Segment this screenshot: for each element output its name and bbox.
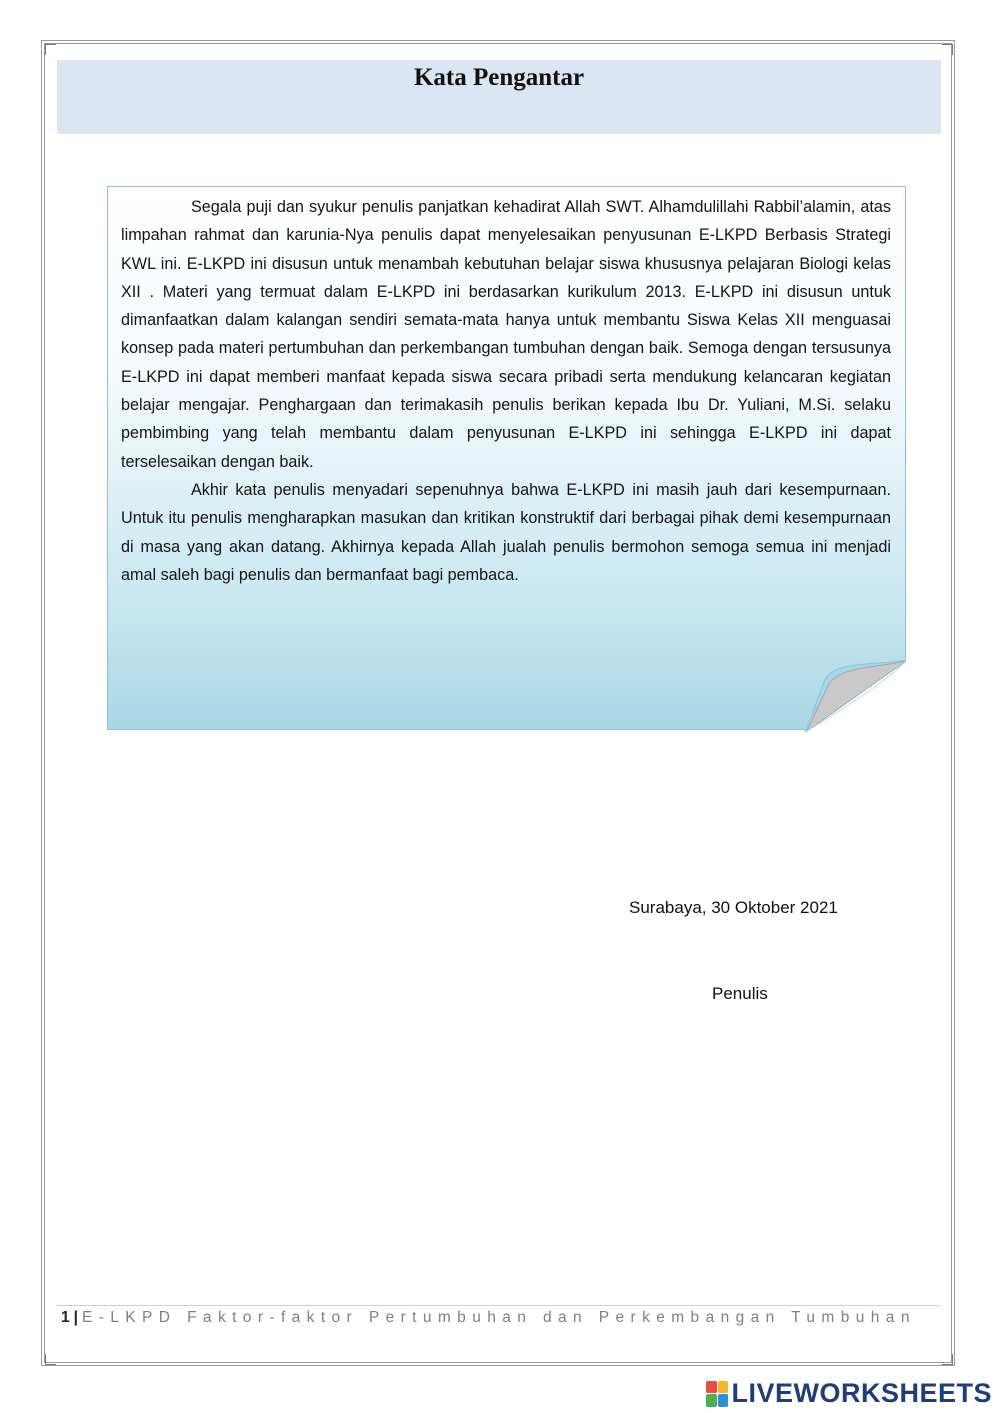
liveworksheets-badge-icon — [706, 1381, 728, 1407]
title-band — [57, 60, 941, 134]
signer: Penulis — [712, 984, 768, 1003]
crop-mark-bottom-left — [45, 1354, 56, 1365]
page-title: Kata Pengantar — [413, 64, 585, 91]
crop-mark-top-right — [942, 44, 953, 55]
page-number: 1 — [61, 1309, 70, 1326]
foreword-text — [121, 193, 891, 589]
watermark-text: LIVEWORKSHEETS — [731, 1378, 992, 1408]
foreword-paragraph-1: Segala puji dan syukur penulis panjatkan kehadirat Allah SWT. Alhamdulillahi Rabbil’alamin, atas limpahan rahmat dan karunia-Nya penulis dapat menyelesaikan penyusunan E-LKPD Berbasis Strategi KWL ini. E-LKPD ini disusun untuk menambah kebutuhan belajar siswa khususnya pelajaran Biologi kelas XII . Materi yang termuat dalam E-LKPD ini berdasarkan kurikulum 2013. E-LKPD ini disusun untuk dimanfaatkan dalam kalangan sendiri semata-mata hanya untuk membantu Siswa Kelas XII menguasai konsep pada materi pertumbuhan dan perkembangan tumbuhan dengan baik. Semoga dengan tersusunya E-LKPD ini dapat memberi manfaat kepada siswa secara pribadi serta mendukung kelancaran kegiatan belajar mengajar. Penghargaan dan terimakasih penulis berikan kepada Ibu Dr. Yuliani, M.Si. selaku pembimbing yang telah membantu dalam penyusunan E-LKPD ini sehingga E-LKPD ini dapat terselesaikan dengan baik. — [121, 198, 891, 471]
place-date: Surabaya, 30 Oktober 2021 — [629, 898, 838, 917]
page-footer — [61, 1309, 916, 1327]
crop-mark-top-left — [45, 44, 56, 55]
page-curl-icon — [805, 660, 908, 732]
liveworksheets-logo — [706, 1378, 992, 1409]
running-title: E-LKPD Faktor-faktor Pertumbuhan dan Perkembangan Tumbuhan — [81, 1309, 916, 1326]
footer-divider — [57, 1305, 941, 1306]
footer-separator: | — [73, 1309, 78, 1326]
crop-mark-bottom-right — [942, 1354, 953, 1365]
foreword-paragraph-2: Akhir kata penulis menyadari sepenuhnya bahwa E-LKPD ini masih jauh dari kesempurnaan. Untuk itu penulis mengharapkan masukan dan kritikan konstruktif dari berbagai pihak demi kesempurnaan di masa yang akan datang. Akhirnya kepada Allah jualah penulis bermohon semoga semua ini menjadi amal saleh bagi penulis dan bermanfaat bagi pembaca. — [121, 480, 891, 584]
